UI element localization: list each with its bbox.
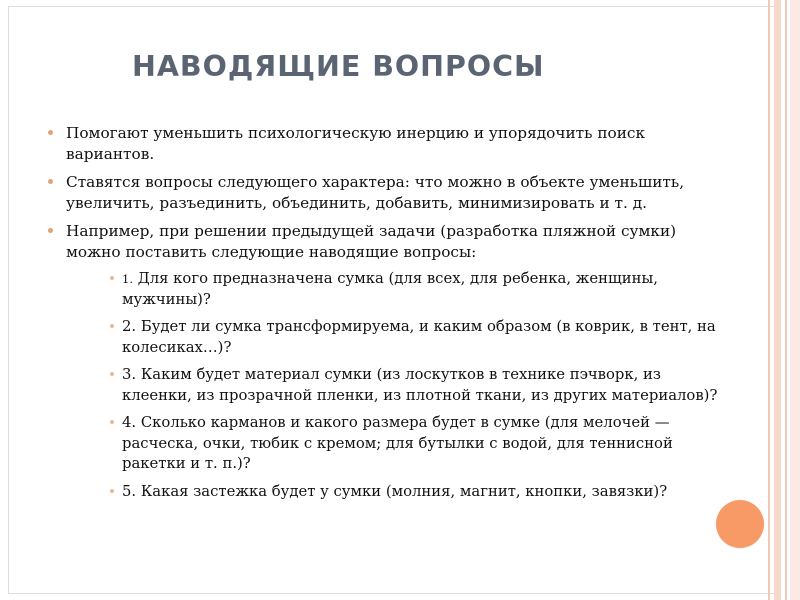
- question-number: 2.: [122, 318, 137, 335]
- sub-bullet-dot-icon: [110, 324, 114, 328]
- question-item: [115, 413, 725, 475]
- slide-title: НАВОДЯЩИЕ ВОПРОСЫ: [132, 50, 545, 83]
- decorative-circle: [716, 500, 764, 548]
- sub-bullet-dot-icon: [110, 489, 114, 493]
- question-text: Для кого предназначена сумка (для всех, для ребенка, женщины, мужчины)?: [122, 270, 658, 308]
- bullet-dot-icon: [48, 228, 53, 233]
- question-text: Каким будет материал сумки (из лоскутков в технике пэчворк, из клеенки, из прозрачной пленки, из плотной ткани, из других материалов)?: [122, 366, 718, 404]
- bullet-dot-icon: [48, 179, 53, 184]
- bullet-text: Помогают уменьшить психологическую инерцию и упорядочить поиск вариантов.: [66, 124, 646, 163]
- question-item: [115, 317, 725, 358]
- question-item: [115, 482, 725, 503]
- question-number: 1.: [122, 272, 133, 286]
- bullet-item: [45, 123, 725, 164]
- bullet-item: [45, 221, 725, 262]
- question-number: 3.: [122, 366, 137, 383]
- sub-bullet-dot-icon: [110, 276, 114, 280]
- question-number: 5.: [122, 482, 137, 500]
- question-text: Какая застежка будет у сумки (молния, магнит, кнопки, завязки)?: [140, 482, 668, 500]
- question-number: 4.: [122, 414, 137, 431]
- sub-bullet-dot-icon: [110, 420, 114, 424]
- question-text: Будет ли сумка трансформируема, и каким образом (в коврик, в тент, на колесиках…)?: [122, 318, 716, 356]
- decorative-stripe: [774, 0, 781, 600]
- bullet-dot-icon: [48, 130, 53, 135]
- bullet-text: Например, при решении предыдущей задачи (разработка пляжной сумки) можно поставить следующие наводящие вопросы:: [66, 222, 677, 261]
- question-item: [115, 365, 725, 406]
- decorative-stripe: [768, 0, 770, 600]
- bullet-text: Ставятся вопросы следующего характера: что можно в объекте уменьшить, увеличить, разъединить, объединить, добавить, минимизировать и т. д.: [66, 173, 685, 212]
- question-list: [115, 269, 725, 502]
- decorative-stripe: [785, 0, 787, 600]
- question-text: Сколько карманов и какого размера будет в сумке (для мелочей — расческа, очки, тюбик с кремом; для бутылки с водой, для теннисной ракетки и т. п.)?: [122, 414, 673, 472]
- decorative-stripe: [790, 0, 800, 600]
- sub-bullet-dot-icon: [110, 372, 114, 376]
- slide-content: [45, 123, 725, 509]
- bullet-item: [45, 172, 725, 213]
- question-item: [115, 269, 725, 310]
